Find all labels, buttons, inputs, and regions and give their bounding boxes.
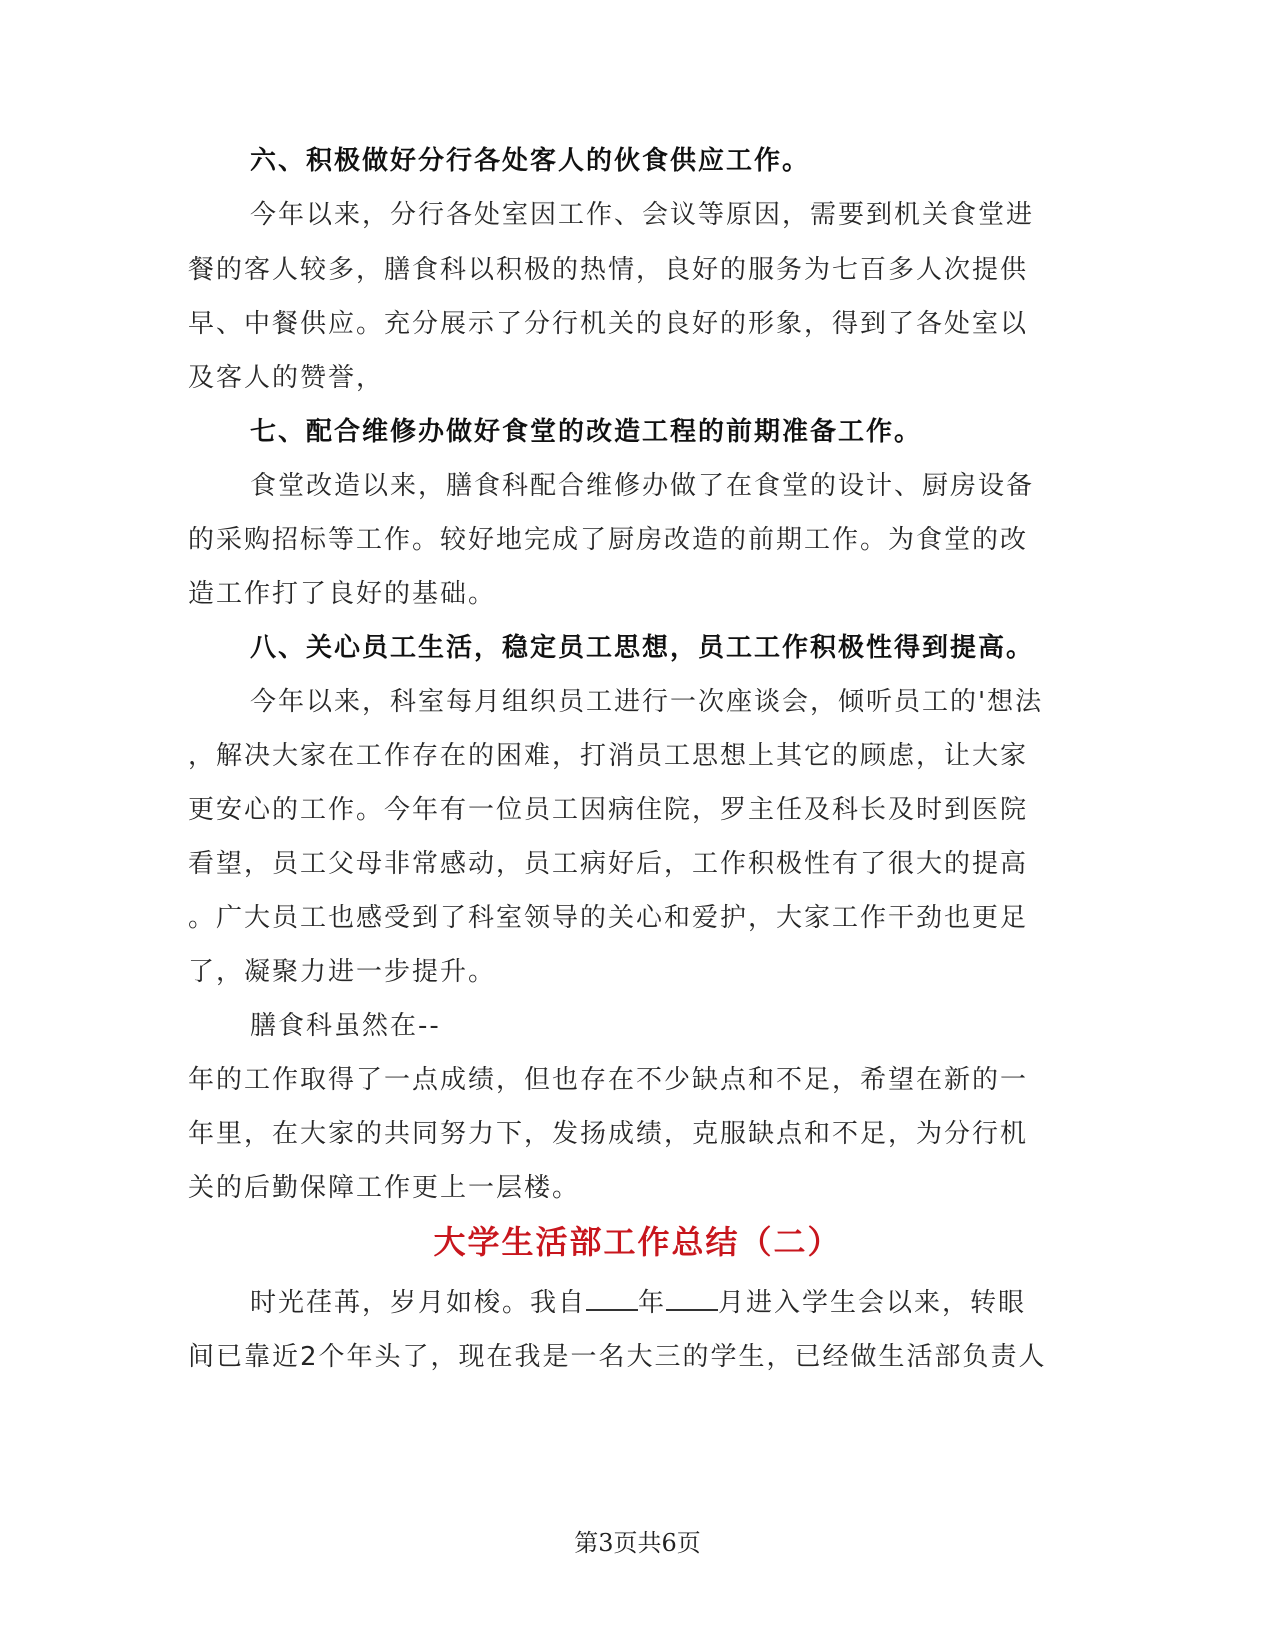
paragraph-line: 造工作打了良好的基础。 <box>188 579 497 609</box>
paragraph-line: 及客人的赞誉， <box>188 363 385 393</box>
paragraph-line: ，解决大家在工作存在的困难，打消员工思想上其它的顾虑，让大家 <box>188 741 1029 771</box>
section-eight-heading: 八、关心员工生活，稳定员工思想，员工工作积极性得到提高。 <box>250 633 1035 663</box>
paragraph-line: 关的后勤保障工作更上一层楼。 <box>188 1173 581 1203</box>
fill-blank <box>586 1287 638 1311</box>
page-number: 第3页共6页 <box>574 1529 701 1557</box>
paragraph-line: 餐的客人较多，膳食科以积极的热情，良好的服务为七百多人次提供 <box>188 255 1029 285</box>
paragraph-line: 了，凝聚力进一步提升。 <box>188 957 497 987</box>
paragraph-line: 今年以来，分行各处室因工作、会议等原因，需要到机关食堂进 <box>250 200 1035 230</box>
paragraph-line <box>250 1285 1150 1321</box>
paragraph-line: 年里，在大家的共同努力下，发扬成绩，克服缺点和不足，为分行机 <box>188 1119 1029 1149</box>
paragraph-line: 年的工作取得了一点成绩，但也存在不少缺点和不足，希望在新的一 <box>188 1065 1029 1095</box>
part-two-title: 大学生活部工作总结（二） <box>433 1223 842 1261</box>
paragraph-line: 更安心的工作。今年有一位员工因病住院，罗主任及科长及时到医院 <box>188 795 1029 825</box>
fill-blank <box>666 1287 718 1311</box>
paragraph-line: 今年以来，科室每月组织员工进行一次座谈会，倾听员工的'想法 <box>250 687 1044 717</box>
paragraph-line: 早、中餐供应。充分展示了分行机关的良好的形象，得到了各处室以 <box>188 309 1029 339</box>
text-segment: 月进入学生会以来，转眼 <box>718 1288 1027 1318</box>
text-segment: 年 <box>638 1288 667 1318</box>
paragraph-line: 看望，员工父母非常感动，员工病好后，工作积极性有了很大的提高 <box>188 849 1029 879</box>
paragraph-line: 。广大员工也感受到了科室领导的关心和爱护，大家工作干劲也更足 <box>188 903 1029 933</box>
paragraph-line: 食堂改造以来，膳食科配合维修办做了在食堂的设计、厨房设备 <box>250 471 1035 501</box>
section-seven-heading: 七、配合维修办做好食堂的改造工程的前期准备工作。 <box>250 417 923 447</box>
section-six-heading: 六、积极做好分行各处客人的伙食供应工作。 <box>250 146 811 176</box>
paragraph-line: 间已靠近2个年头了，现在我是一名大三的学生，已经做生活部负责人 <box>188 1342 1047 1372</box>
paragraph-line: 的采购招标等工作。较好地完成了厨房改造的前期工作。为食堂的改 <box>188 525 1029 555</box>
text-segment: 时光荏苒，岁月如梭。我自 <box>250 1288 587 1318</box>
paragraph-line: 膳食科虽然在-- <box>250 1011 441 1041</box>
